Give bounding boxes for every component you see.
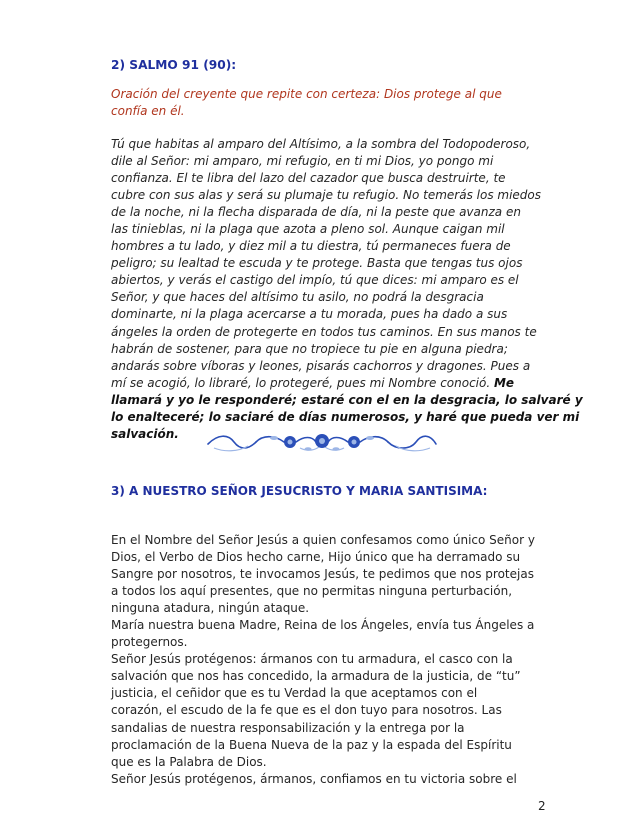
prayer-line: Sangre por nosotros, te invocamos Jesús, te pedimos que nos protejas <box>111 567 534 582</box>
prayer-line: protegernos. <box>111 635 188 650</box>
prayer-line: que es la Palabra de Dios. <box>111 754 267 769</box>
prayer-line: justicia, el ceñidor que es tu Verdad la que aceptamos con el <box>111 686 478 701</box>
prayer-line: a todos los aquí presentes, que no permitas ninguna perturbación, <box>111 584 513 599</box>
psalm-line: las tinieblas, ni la plaga que azota a pleno sol. Aunque caigan mil <box>111 222 505 237</box>
psalm-bold-line: lo enalteceré; lo saciaré de días numerosos, y haré que pueda ver mi <box>111 409 580 424</box>
psalm-line: de la noche, ni la flecha disparada de día, ni la peste que avanza en <box>111 205 521 220</box>
page-number: 2 <box>538 799 546 813</box>
psalm-heading: 2) SALMO 91 (90): <box>111 58 237 72</box>
psalm-line: andarás sobre víboras y leones, pisarás cachorros y dragones. Pues a <box>111 358 531 373</box>
psalm-line: cubre con sus alas y será su plumaje tu refugio. No temerás los miedos <box>111 188 541 203</box>
prayer-line: Señor Jesús protégenos: ármanos con tu armadura, el casco con la <box>111 652 513 667</box>
prayer-line: Dios, el Verbo de Dios hecho carne, Hijo único que ha derramado su <box>111 550 521 565</box>
psalm-bold-line: llamará y yo le responderé; estaré con el en la desgracia, lo salvaré y <box>111 392 583 407</box>
psalm-line: ángeles la orden de protegerte en todos tus caminos. En sus manos te <box>111 324 537 339</box>
psalm-line: abiertos, y verás el castigo del impío, tú que dices: mi amparo es el <box>111 273 519 288</box>
prayer-heading: 3) A NUESTRO SEÑOR JESUCRISTO Y MARIA SANTISIMA: <box>111 484 488 498</box>
prayer-text <box>111 532 557 788</box>
psalm-line: confianza. El te libra del lazo del cazador que busca destruirte, te <box>111 171 506 186</box>
psalm-bold-line: salvación. <box>111 426 179 441</box>
prayer-line: proclamación de la Buena Nueva de la paz y la espada del Espíritu <box>111 737 512 752</box>
psalm-line: Señor, y que haces del altísimo tu asilo, no podrá la desgracia <box>111 290 484 305</box>
psalm-line: habrán de sostener, para que no tropiece tu pie en alguna piedra; <box>111 341 508 356</box>
psalm-line: dile al Señor: mi amparo, mi refugio, en ti mi Dios, yo pongo mi <box>111 154 494 169</box>
prayer-line: En el Nombre del Señor Jesús a quien confesamos como único Señor y <box>111 533 535 547</box>
psalm-line: peligro; su lealtad te escuda y te protege. Basta que tengas tus ojos <box>111 256 523 271</box>
prayer-line: ninguna atadura, ningún ataque. <box>111 601 310 616</box>
floral-divider-icon <box>204 428 440 456</box>
subtitle-line: Oración del creyente que repite con certeza: Dios protege al que <box>111 87 502 101</box>
prayer-line: corazón, el escudo de la fe que es el don tuyo para nosotros. Las <box>111 703 502 718</box>
psalm-line-plain: mí se acogió, lo libraré, lo protegeré, pues mi Nombre conoció. <box>111 375 494 390</box>
prayer-line: María nuestra buena Madre, Reina de los Ángeles, envía tus Ángeles a <box>111 618 535 633</box>
prayer-line: salvación que nos has concedido, la armadura de la justicia, de “tu” <box>111 669 521 684</box>
psalm-text <box>111 136 583 443</box>
subtitle-line: confía en él. <box>111 104 185 118</box>
psalm-line-mixed <box>111 375 551 392</box>
psalm-subtitle <box>111 86 541 120</box>
prayer-line: Señor Jesús protégenos, ármanos, confiamos en tu victoria sobre el <box>111 771 517 786</box>
psalm-line: Tú que habitas al amparo del Altísimo, a la sombra del Todopoderoso, <box>111 137 531 151</box>
psalm-line-bold-start: Me <box>493 375 515 390</box>
prayer-line: sandalias de nuestra responsabilización y la entrega por la <box>111 720 465 735</box>
psalm-line: dominarte, ni la plaga acercarse a tu morada, pues ha dado a sus <box>111 307 508 322</box>
psalm-line: hombres a tu lado, y diez mil a tu diestra, tú permaneces fuera de <box>111 239 511 254</box>
